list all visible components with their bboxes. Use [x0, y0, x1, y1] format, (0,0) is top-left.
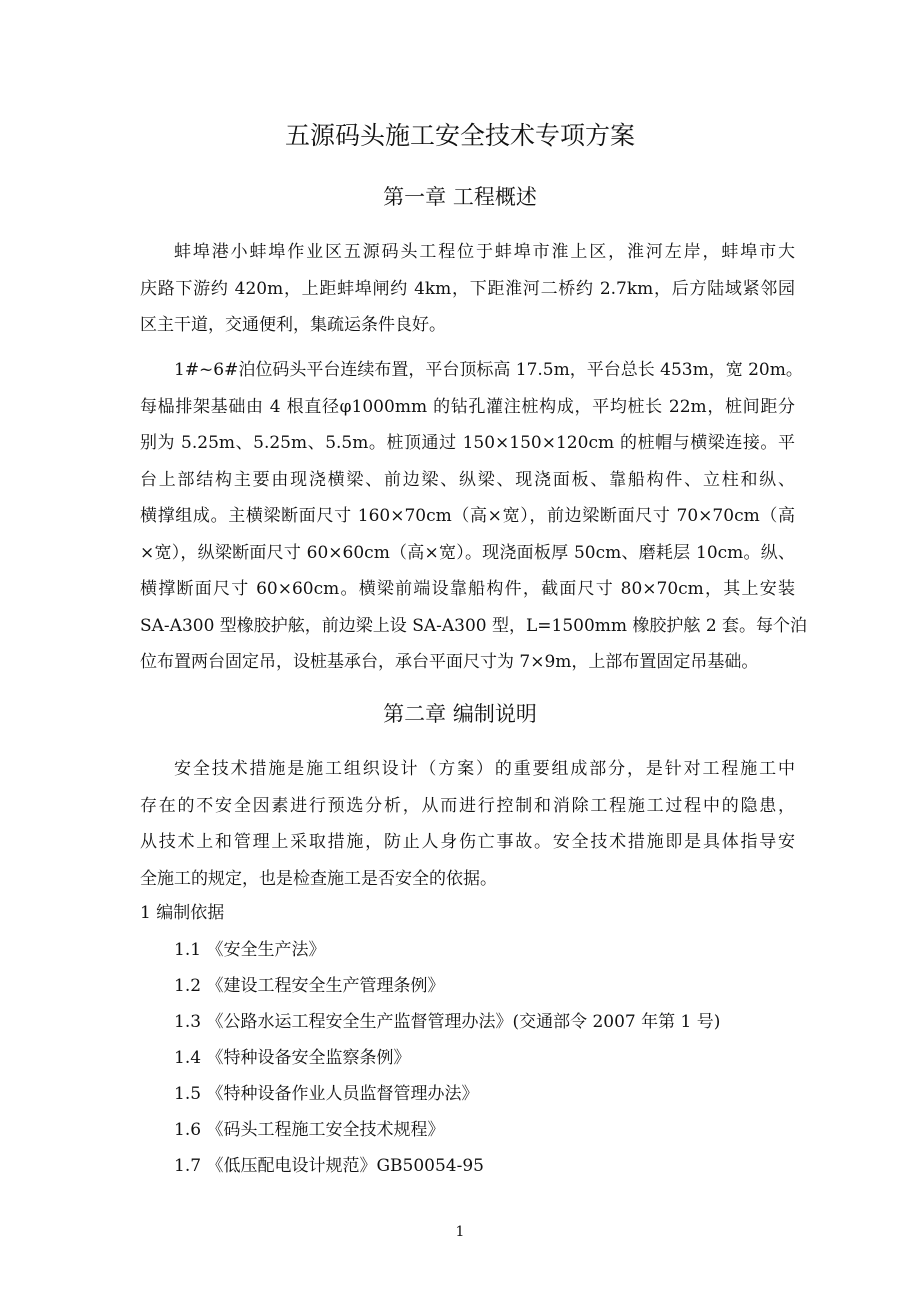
- chapter-1-paragraph-2: [140, 352, 808, 681]
- paragraph-line: 从技术上和管理上采取措施，防止人身伤亡事故。安全技术措施即是具体指导安: [140, 832, 795, 852]
- paragraph-line: 每榀排架基础由 4 根直径φ1000mm 的钻孔灌注桩构成，平均桩长 22m，桩间距分: [140, 396, 795, 417]
- paragraph-line: 横撑断面尺寸 60×60cm。横梁前端设靠船构件，截面尺寸 80×70cm，其上安装: [140, 579, 795, 599]
- document-title: 五源码头施工安全技术专项方案: [284, 121, 635, 150]
- basis-item-1-5: 1.5 《特种设备作业人员监督管理办法》: [174, 1084, 479, 1104]
- paragraph-line: 全施工的规定，也是检查施工是否安全的依据。: [140, 868, 497, 889]
- chapter-1-paragraph-1: [140, 234, 795, 344]
- basis-item-1-4: 1.4 《特种设备安全监察条例》: [174, 1048, 411, 1068]
- paragraph-line: SA-A300 型橡胶护舷，前边梁上设 SA-A300 型，L=1500mm 橡胶护舷 2 套。每个泊: [140, 615, 808, 636]
- paragraph-line: 安全技术措施是施工组织设计（方案）的重要组成部分，是针对工程施工中: [174, 759, 795, 779]
- paragraph-line: 位布置两台固定吊，设桩基承台，承台平面尺寸为 7×9m，上部布置固定吊基础。: [140, 652, 759, 672]
- paragraph-line: 台上部结构主要由现浇横梁、前边梁、纵梁、现浇面板、靠船构件、立柱和纵、: [140, 469, 795, 490]
- paragraph-line: 蚌埠港小蚌埠作业区五源码头工程位于蚌埠市淮上区，淮河左岸，蚌埠市大: [174, 242, 795, 262]
- paragraph-line: 存在的不安全因素进行预选分析，从而进行控制和消除工程施工过程中的隐患，: [140, 795, 795, 816]
- chapter-1-heading: 第一章 工程概述: [383, 185, 537, 209]
- paragraph-line: 横撑组成。主横梁断面尺寸 160×70cm（高×宽），前边梁断面尺寸 70×70cm（高: [140, 506, 795, 526]
- paragraph-line: 别为 5.25m、5.25m、5.5m。桩顶通过 150×150×120cm 的桩帽与横梁连接。平: [140, 433, 795, 453]
- page-number: 1: [455, 1224, 465, 1240]
- basis-item-1-1: 1.1 《安全生产法》: [174, 940, 326, 960]
- paragraph-line: 区主干道，交通便利，集疏运条件良好。: [140, 315, 446, 335]
- basis-item-1-7: 1.7 《低压配电设计规范》GB50054-95: [174, 1156, 484, 1176]
- paragraph-line: ×宽），纵梁断面尺寸 60×60cm（高×宽）。现浇面板厚 50cm、磨耗层 10cm。纵、: [140, 542, 795, 563]
- chapter-2-paragraph-1: [140, 751, 795, 897]
- paragraph-line: 1#~6#泊位码头平台连续布置，平台顶标高 17.5m，平台总长 453m，宽 20m。: [174, 360, 803, 380]
- section-1-heading: 1 编制依据: [140, 903, 225, 923]
- chapter-2-heading: 第二章 编制说明: [383, 702, 537, 726]
- paragraph-line: 庆路下游约 420m，上距蚌埠闸约 4km，下距淮河二桥约 2.7km，后方陆域紧邻园: [140, 278, 795, 299]
- basis-item-1-3: 1.3 《公路水运工程安全生产监督管理办法》(交通部令 2007 年第 1 号): [174, 1012, 721, 1032]
- basis-item-1-6: 1.6 《码头工程施工安全技术规程》: [174, 1120, 445, 1140]
- basis-item-1-2: 1.2 《建设工程安全生产管理条例》: [174, 976, 445, 996]
